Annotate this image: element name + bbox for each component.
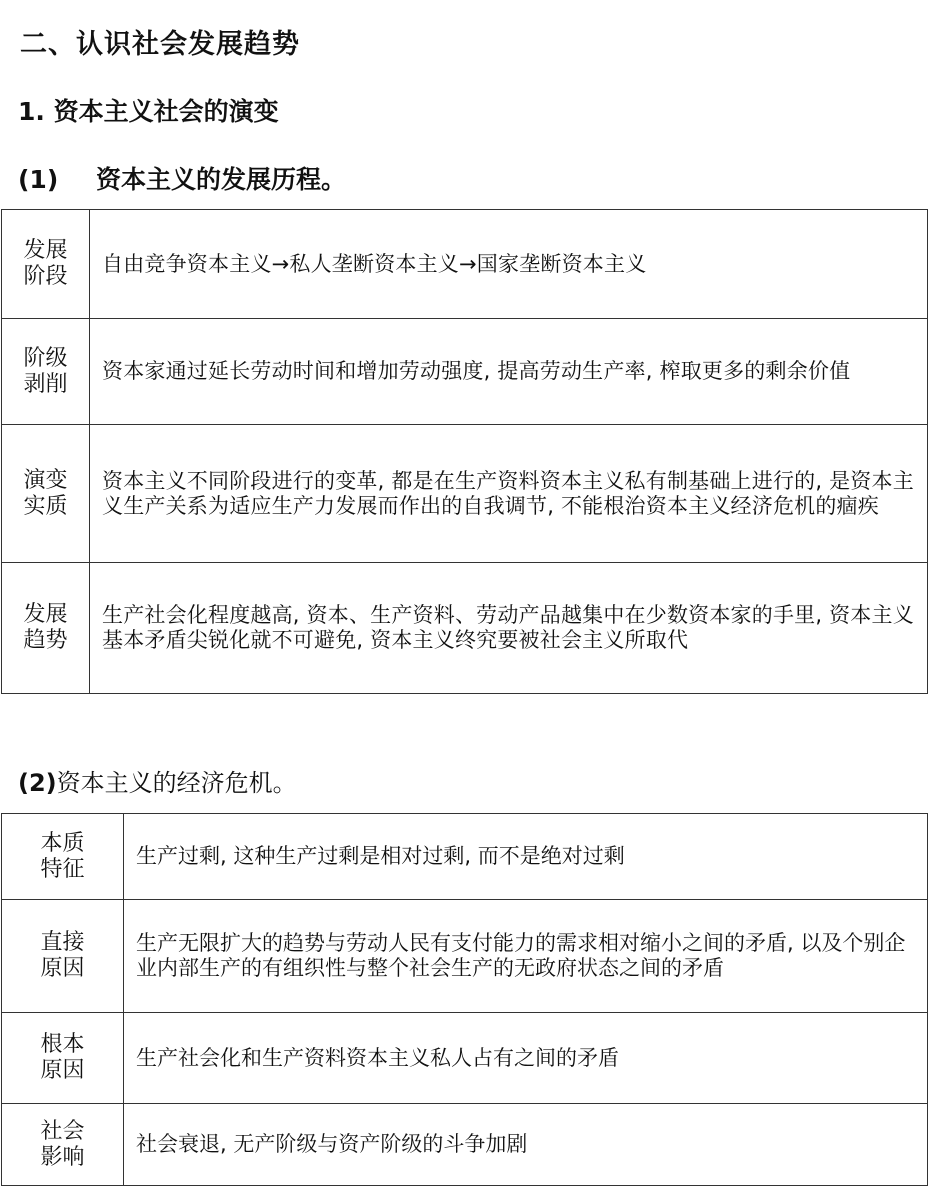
table-row bbox=[2, 1013, 928, 1104]
row-text: 资本家通过延长劳动时间和增加劳动强度, 提高劳动生产率, 榨取更多的剩余价值 bbox=[90, 319, 928, 425]
row-label: 直接 原因 bbox=[2, 900, 124, 1013]
row-text: 自由竞争资本主义→私人垄断资本主义→国家垄断资本主义 bbox=[90, 210, 928, 319]
row-label: 根本 原因 bbox=[2, 1013, 124, 1104]
row-label: 发展 阶段 bbox=[2, 210, 90, 319]
row-text: 生产无限扩大的趋势与劳动人民有支付能力的需求相对缩小之间的矛盾, 以及个别企业内部生产的有组织性与整个社会生产的无政府状态之间的矛盾 bbox=[124, 900, 928, 1013]
row-label: 发展 趋势 bbox=[2, 563, 90, 694]
subsection-heading-2 bbox=[18, 763, 297, 798]
table-row bbox=[2, 1104, 928, 1186]
subsection-title: 资本主义的经济危机。 bbox=[56, 769, 297, 797]
table-row bbox=[2, 814, 928, 900]
section-heading: 1. 资本主义社会的演变 bbox=[18, 97, 279, 126]
row-text: 生产过剩, 这种生产过剩是相对过剩, 而不是绝对过剩 bbox=[124, 814, 928, 900]
capitalism-development-table bbox=[1, 209, 928, 694]
subsection-number: (1) bbox=[18, 165, 59, 194]
row-label: 社会 影响 bbox=[2, 1104, 124, 1186]
table-row bbox=[2, 210, 928, 319]
subsection-title: 资本主义的发展历程。 bbox=[96, 165, 347, 194]
subsection-number: (2) bbox=[18, 769, 57, 797]
row-label: 阶级 剥削 bbox=[2, 319, 90, 425]
table-row bbox=[2, 319, 928, 425]
table-row bbox=[2, 900, 928, 1013]
table-row bbox=[2, 425, 928, 563]
row-text: 生产社会化程度越高, 资本、生产资料、劳动产品越集中在少数资本家的手里, 资本主义基本矛盾尖锐化就不可避免, 资本主义终究要被社会主义所取代 bbox=[90, 563, 928, 694]
table-row bbox=[2, 563, 928, 694]
row-label: 演变 实质 bbox=[2, 425, 90, 563]
page-title: 二、认识社会发展趋势 bbox=[20, 29, 300, 60]
economic-crisis-table bbox=[1, 813, 928, 1186]
row-text: 资本主义不同阶段进行的变革, 都是在生产资料资本主义私有制基础上进行的, 是资本主义生产关系为适应生产力发展而作出的自我调节, 不能根治资本主义经济危机的痼疾 bbox=[90, 425, 928, 563]
row-text: 生产社会化和生产资料资本主义私人占有之间的矛盾 bbox=[124, 1013, 928, 1104]
row-text: 社会衰退, 无产阶级与资产阶级的斗争加剧 bbox=[124, 1104, 928, 1186]
subsection-heading-1 bbox=[18, 160, 346, 196]
row-label: 本质 特征 bbox=[2, 814, 124, 900]
